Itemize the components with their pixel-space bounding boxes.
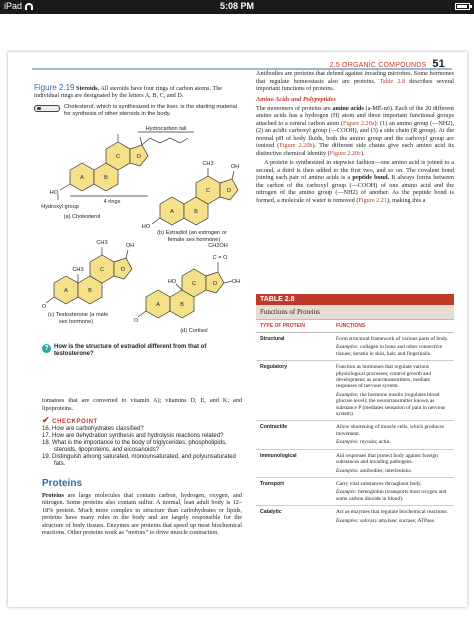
- figure-question: [42, 344, 242, 358]
- label-hydroxyl-group: Hydroxyl group: [41, 204, 79, 210]
- checkpoint-item: 19. Distinguish among saturated, monounsaturated, and polyunsaturated fats.: [42, 454, 236, 468]
- checkmark-icon: ✔: [42, 415, 51, 425]
- steroid-diagram: [41, 126, 242, 338]
- link-figure-2-20c[interactable]: Figure 2.20c: [329, 149, 361, 157]
- label-ring-b: B: [88, 288, 92, 294]
- table-row: [256, 421, 454, 449]
- label-estradiol-1: (b) Estradiol (an estrogen or: [157, 230, 227, 236]
- protein-examples: Examples: myosin; actin.: [336, 439, 391, 446]
- ketone-bond: [138, 311, 146, 317]
- label-ring-a: A: [170, 209, 174, 215]
- label-cortisol: (d) Cortisol: [180, 328, 208, 334]
- label-ch3: CH3: [202, 161, 214, 167]
- figure-caption-text: All steroids have four rings of carbon atoms. The individual rings are designated by the letters A, B, C, and D.: [34, 85, 223, 100]
- figure-label: Figure 2.19: [34, 83, 75, 92]
- label-ring-a: A: [156, 302, 160, 308]
- label-ho: HO: [167, 279, 177, 285]
- table-row: [256, 333, 454, 361]
- label-cholesterol: (a) Cholesterol: [63, 214, 101, 220]
- proteins-paragraph: Proteins are large molecules that contain carbon, hydrogen, oxygen, and nitrogen. Some proteins also contain sulfur. A normal, lean adult body is 12–18% protein. Much more complex in structure than carbohydrates or lipids, proteins have many roles in the body and are largely responsible for the structure of body tissues. Enzymes are proteins that speed up most biochemical reactions. Other proteins work as “motors” to drive muscle contraction.: [42, 491, 242, 537]
- label-ch3: CH3: [96, 240, 108, 246]
- checkpoint-heading: ✔ CHECKPOINT: [42, 415, 98, 425]
- key-icon: [34, 105, 60, 112]
- checkpoint-item: 18. What is the importance to the body of triglycerides, phospholipids, steroids, lipoproteins, and eicosanoids?: [42, 440, 227, 454]
- hydrocarbon-tail: [142, 138, 188, 145]
- book-page[interactable]: [8, 52, 467, 607]
- protein-examples: Examples: salivary amylase; sucrase; ATPase.: [336, 517, 436, 524]
- checkpoint-item: 16. How are carbohydrates classified?: [42, 426, 144, 432]
- subhead-amino-acids: Amino Acids and Polypeptides: [256, 95, 336, 103]
- label-ring-a: A: [80, 175, 84, 181]
- peptide-paragraph: A protein is synthesized in stepwise fashion—one amino acid is joined to a second, a third is then added to the first two, and so on. The covalent bond joining each pair of amino acids is a peptide bond. It always forms between the carbon of the carboxyl group (—COOH) of one amino acid and the nitrogen of the amino group (—NH2) of another. As the peptide bond is formed, a molecule of water is removed (Figure 2.21), making this a: [256, 159, 455, 204]
- status-device: iPad: [4, 1, 33, 11]
- label-estradiol-2: female sex hormone): [167, 237, 221, 243]
- checkpoint-item: 17. How are dehydration synthesis and hydrolysis reactions related?: [42, 433, 224, 440]
- protein-function: Act as enzymes that regulate biochemical reactions.: [336, 509, 448, 516]
- label-ring-b: B: [180, 302, 184, 308]
- label-ho: HO: [49, 190, 59, 196]
- table-title: TABLE 2.8: [256, 294, 454, 305]
- protein-type: Transport: [260, 480, 284, 487]
- protein-type: Structural: [260, 336, 285, 342]
- hydroxyl-bond: [126, 250, 128, 258]
- key-note-text: Cholesterol, which is synthesized in the liver, is the starting material for synthesis of other steroids in the body.: [64, 103, 238, 117]
- label-oh: OH: [231, 279, 241, 285]
- figure-question-text: How is the structure of estradiol different from that of testosterone?: [54, 344, 207, 358]
- key-concept-note: [34, 104, 244, 118]
- label-ho: HO: [141, 224, 151, 230]
- protein-function: Allow shortening of muscle cells, which produces movement.: [336, 424, 444, 437]
- term-amino-acids: amino acids: [332, 104, 364, 112]
- label-ring-c: C: [205, 188, 211, 194]
- protein-function: Aid responses that protect body against foreign substances and invading pathogens.: [336, 452, 438, 466]
- figure-title: Steroids.: [76, 85, 100, 92]
- right-column-text: [256, 70, 454, 206]
- label-ch3: CH3: [72, 267, 84, 273]
- column-header-functions: FUNCTIONS: [336, 323, 366, 329]
- amino-acids-paragraph: The monomers of proteins are amino acids (a-MĒ-nō). Each of the 20 different amino acids has a hydrogen (H) atom and three important functional groups attached to a central carbon atom (Figure 2.20a): (1) an amino group (—NH2), (2) an acidic carboxyl group (—COOH), and (3) a side chain (R group). At the normal pH of body fluids, both the amino group and the carboxyl group are ionized (Figure 2.20b). The different side chains give each amino acid its distinctive chemical identity (Figure 2.20c).: [256, 104, 454, 157]
- hydroxyl-bond: [152, 218, 160, 224]
- label-four-rings: 4 rings: [103, 199, 121, 205]
- hydroxyl-bond: [232, 171, 234, 179]
- left-column-text: [42, 397, 242, 537]
- section-title-proteins: Proteins: [42, 477, 83, 489]
- protein-type: Immunological: [260, 452, 297, 459]
- label-o: O: [41, 304, 47, 310]
- figure-caption-block: [34, 84, 244, 118]
- table-row: [256, 506, 454, 527]
- label-c-eq-o: C = O: [212, 255, 228, 261]
- label-ring-b: B: [194, 209, 198, 215]
- protein-examples: Examples: the hormone insulin (regulates blood glucose level); the neurotransmitter known as substance P (mediates sensation of pain in nervous system).: [336, 391, 446, 418]
- continued-paragraph: tomatoes that are converted to vitamin A); vitamins D, E, and K; and lipoproteins.: [42, 397, 242, 412]
- protein-examples: Example: hemoglobin (transports most oxygen and some carbon dioxide in blood).: [336, 489, 447, 502]
- protein-examples: Examples: collagen in bone and other connective tissues; keratin in skin, hair, and fingernails.: [336, 344, 442, 357]
- status-time: 5:08 PM: [219, 1, 254, 11]
- question-icon: ?: [42, 344, 51, 353]
- hydroxyl-bond: [176, 284, 182, 290]
- label-oh: OH: [125, 243, 135, 249]
- table-row: [256, 478, 454, 506]
- table-header-row: [256, 320, 454, 333]
- hydroxyl-bond: [60, 184, 70, 190]
- label-ch2oh: CH2OH: [208, 243, 228, 249]
- protein-type: Contractile: [260, 424, 288, 431]
- page-number: 51: [432, 58, 445, 70]
- protein-function: Form structural framework of various parts of body.: [336, 336, 449, 342]
- label-ring-b: B: [104, 175, 108, 181]
- term-proteins: Proteins: [42, 491, 64, 499]
- table-row: [256, 361, 454, 421]
- status-bar: [0, 0, 474, 14]
- section-header: 2.5 ORGANIC COMPOUNDS: [329, 62, 427, 69]
- label-ring-c: C: [191, 281, 197, 287]
- figure-caption: [34, 84, 244, 100]
- label-hydrocarbon-tail: Hydrocarbon tail: [145, 126, 187, 132]
- protein-function: Carry vital substances throughout body.: [336, 480, 422, 487]
- table-row: [256, 450, 454, 478]
- column-header-type: TYPE OF PROTEIN: [260, 323, 306, 329]
- intro-paragraph: Antibodies are proteins that defend against invading microbes. Some hormones that regulate homeostasis also are proteins. Table 2.8 describes several important functions of proteins.: [256, 70, 455, 92]
- ketone-bond: [46, 297, 54, 303]
- protein-function: Function as hormones that regulate various physiological processes; control growth and development; as neurotransmitters, mediate responses of nervous system.: [336, 364, 431, 390]
- protein-examples: Examples: antibodies; interleukins.: [336, 467, 412, 474]
- label-testosterone-2: sex hormone): [58, 319, 94, 325]
- label-o: O: [133, 318, 139, 324]
- table-subtitle: Functions of Proteins: [256, 305, 454, 320]
- link-figure-2-20b[interactable]: Figure 2.20b: [279, 142, 313, 149]
- hydroxyl-bond: [224, 281, 232, 283]
- checkpoint-list: [42, 426, 242, 469]
- table-2-8: [256, 294, 454, 527]
- methyl-bond: [140, 137, 142, 145]
- protein-type: Catalytic: [260, 509, 282, 516]
- label-ring-c: C: [115, 154, 121, 160]
- battery-icon: [455, 3, 470, 10]
- protein-type: Regulatory: [260, 364, 288, 371]
- label-ring-d: D: [226, 188, 232, 194]
- link-figure-2-20a[interactable]: Figure 2.20a: [342, 119, 375, 127]
- term-peptide-bond: peptide bond.: [352, 174, 390, 181]
- running-header: [330, 58, 445, 70]
- label-ring-d: D: [136, 154, 142, 160]
- label-ring-a: A: [64, 288, 68, 294]
- label-ring-c: C: [99, 267, 105, 273]
- label-oh: OH: [230, 164, 240, 170]
- link-figure-2-21[interactable]: Figure 2.21: [358, 196, 387, 204]
- label-testosterone-1: (c) Testosterone (a male: [47, 312, 109, 318]
- label-ring-d: D: [120, 267, 126, 273]
- link-table-2-8[interactable]: Table 2.8: [379, 77, 406, 85]
- label-ring-d: D: [212, 281, 218, 287]
- battery-level: [457, 5, 467, 8]
